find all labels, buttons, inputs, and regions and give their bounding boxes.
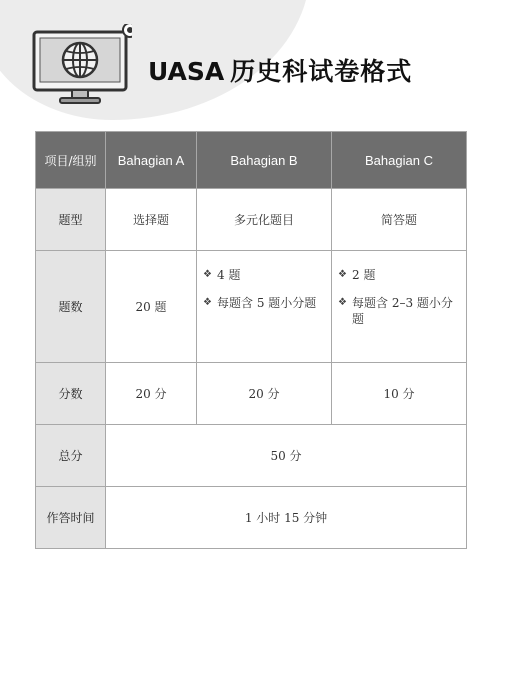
table-row	[36, 189, 467, 251]
diamond-bullet-icon: ❖	[203, 297, 212, 308]
brand-logo-text: UASA	[148, 57, 225, 86]
diamond-bullet-icon: ❖	[203, 269, 212, 280]
list-item: ❖ 每题含 2–3 题小分题	[338, 296, 453, 326]
header-item-group: 项目/组别	[36, 132, 106, 189]
globe-monitor-icon	[32, 24, 132, 106]
cell-time-value: 1 小时 15 分钟	[106, 487, 467, 549]
table-row	[36, 251, 467, 363]
cell-count-c	[332, 251, 467, 363]
row-label-count: 题数	[36, 251, 106, 363]
cell-marks-c: 10 分	[332, 363, 467, 425]
diamond-bullet-icon: ❖	[338, 297, 347, 308]
page-header	[32, 18, 492, 108]
cell-type-c: 简答题	[332, 189, 467, 251]
list-item: ❖ 4 题	[203, 268, 241, 282]
list-item: ❖ 2 题	[338, 268, 376, 282]
table-row	[36, 425, 467, 487]
page-title	[148, 52, 412, 88]
header-section-c: Bahagian C	[332, 132, 467, 189]
header-section-b: Bahagian B	[197, 132, 332, 189]
table-row	[36, 363, 467, 425]
cell-count-a: 20 题	[106, 251, 197, 363]
row-label-type: 题型	[36, 189, 106, 251]
diamond-bullet-icon: ❖	[338, 269, 347, 280]
cell-total-value: 50 分	[106, 425, 467, 487]
header-section-a: Bahagian A	[106, 132, 197, 189]
cell-type-a: 选择题	[106, 189, 197, 251]
cell-type-b: 多元化题目	[197, 189, 332, 251]
cell-count-b	[197, 251, 332, 363]
title-text: 历史科试卷格式	[230, 57, 413, 86]
row-label-time: 作答时间	[36, 487, 106, 549]
cell-marks-b: 20 分	[197, 363, 332, 425]
table-row	[36, 487, 467, 549]
row-label-total: 总分	[36, 425, 106, 487]
row-label-marks: 分数	[36, 363, 106, 425]
cell-marks-a: 20 分	[106, 363, 197, 425]
list-item: ❖ 每题含 5 题小分题	[203, 296, 317, 310]
exam-format-table	[35, 131, 467, 549]
